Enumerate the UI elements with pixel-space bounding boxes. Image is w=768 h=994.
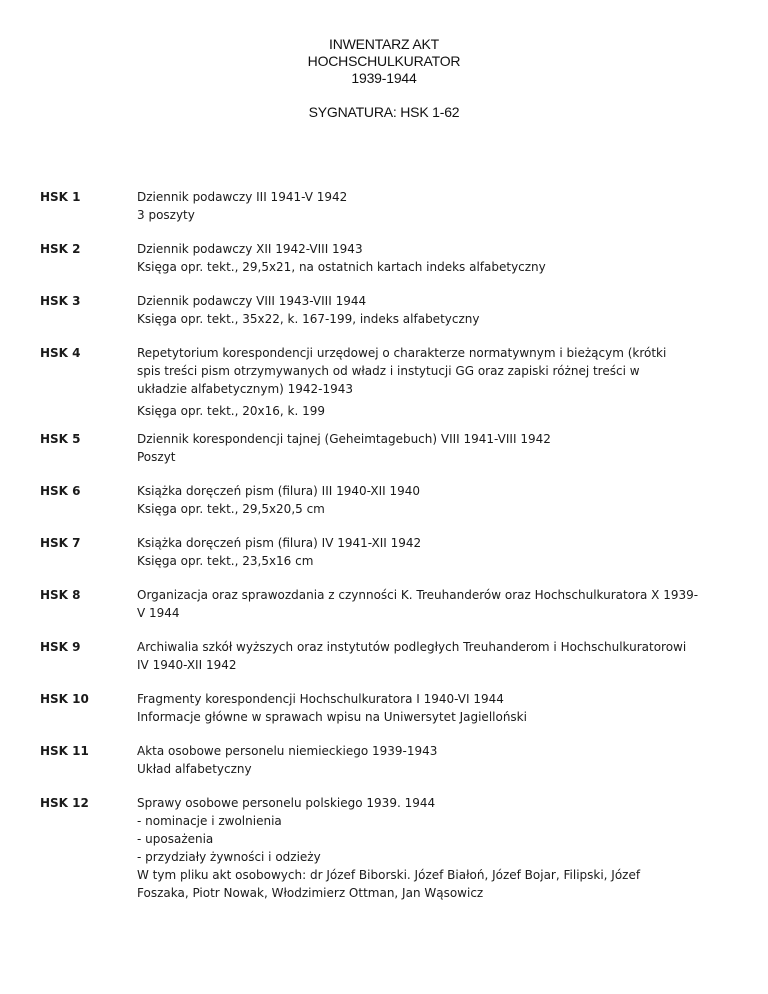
entry-line: Księga opr. tekt., 23,5x16 cm — [137, 554, 314, 568]
entry-line: 3 poszyty — [137, 208, 195, 222]
entry-description — [137, 188, 697, 224]
entry-code: HSK 4 — [40, 346, 81, 360]
entry-line: Księga opr. tekt., 29,5x20,5 cm — [137, 502, 325, 516]
entry-line: Dziennik podawczy XII 1942-VIII 1943 — [137, 242, 363, 256]
header-subtitle: HOCHSCHULKURATOR — [307, 53, 461, 69]
entry-line: Dziennik korespondencji tajnej (Geheimtagebuch) VIII 1941-VIII 1942 — [137, 432, 551, 446]
entry-line: Informacje główne w sprawach wpisu na Uniwersytet Jagielloński — [137, 710, 527, 724]
entry-line: Dziennik podawczy VIII 1943-VIII 1944 — [137, 294, 367, 308]
entry-line: Organizacja oraz sprawozdania z czynności K. Treuhanderów oraz Hochschulkuratora X 1939- — [137, 588, 699, 602]
entry-description — [137, 690, 697, 726]
entry-description — [137, 794, 697, 902]
entry-description — [137, 586, 697, 622]
entry-line: Dziennik podawczy III 1941-V 1942 — [137, 190, 348, 204]
header-date-range: 1939-1944 — [351, 70, 417, 86]
signature-label: SYGNATURA: HSK 1-62 — [308, 104, 460, 120]
entry-code: HSK 8 — [40, 588, 81, 602]
entry-code: HSK 3 — [40, 294, 81, 308]
entry-code: HSK 6 — [40, 484, 81, 498]
entry-line: Repetytorium korespondencji urzędowej o charakterze normatywnym i bieżącym (krótki — [137, 346, 667, 360]
entry-code: HSK 10 — [40, 692, 89, 706]
entry-line: Układ alfabetyczny — [137, 762, 252, 776]
entry-line: Sprawy osobowe personelu polskiego 1939. 1944 — [137, 796, 436, 810]
entry-description — [137, 344, 697, 420]
header-title: INWENTARZ AKT — [329, 36, 439, 52]
entry-code: HSK 11 — [40, 744, 89, 758]
entry-code: HSK 12 — [40, 796, 89, 810]
entry-description — [137, 638, 697, 674]
entry-code: HSK 5 — [40, 432, 81, 446]
entry-line: W tym pliku akt osobowych: dr Józef Biborski. Józef Białoń, Józef Bojar, Filipski, Józef — [137, 868, 641, 882]
entry-line: Fragmenty korespondencji Hochschulkuratora I 1940-VI 1944 — [137, 692, 504, 706]
entry-line: Poszyt — [137, 450, 176, 464]
entry-description — [137, 482, 697, 518]
entry-line: Książka doręczeń pism (filura) III 1940-XII 1940 — [137, 484, 421, 498]
entry-line: Książka doręczeń pism (filura) IV 1941-XII 1942 — [137, 536, 422, 550]
entry-line: - uposażenia — [137, 832, 214, 846]
entry-line: Księga opr. tekt., 29,5x21, na ostatnich kartach indeks alfabetyczny — [137, 260, 546, 274]
entry-code: HSK 9 — [40, 640, 81, 654]
entry-line: spis treści pism otrzymywanych od władz i instytucji GG oraz zapiski różnej treści w — [137, 364, 640, 378]
entry-line: Akta osobowe personelu niemieckiego 1939-1943 — [137, 744, 438, 758]
entry-line: IV 1940-XII 1942 — [137, 658, 237, 672]
entry-description — [137, 240, 697, 276]
entry-line: - przydziały żywności i odzieży — [137, 850, 321, 864]
entry-description — [137, 742, 697, 778]
entry-code: HSK 2 — [40, 242, 81, 256]
entry-code: HSK 7 — [40, 536, 81, 550]
entry-line: Księga opr. tekt., 35x22, k. 167-199, indeks alfabetyczny — [137, 312, 480, 326]
entry-line: V 1944 — [137, 606, 180, 620]
entry-line: - nominacje i zwolnienia — [137, 814, 282, 828]
entry-description — [137, 292, 697, 328]
entry-description — [137, 534, 697, 570]
entry-description — [137, 430, 697, 466]
entry-line: Foszaka, Piotr Nowak, Włodzimierz Ottman, Jan Wąsowicz — [137, 886, 484, 900]
entry-code: HSK 1 — [40, 190, 81, 204]
entry-line: układzie alfabetycznym) 1942-1943 — [137, 382, 354, 396]
document-header — [0, 36, 768, 87]
entry-line: Archiwalia szkół wyższych oraz instytutów podległych Treuhanderom i Hochschulkuratorowi — [137, 640, 687, 654]
entry-line: Księga opr. tekt., 20x16, k. 199 — [137, 404, 325, 418]
